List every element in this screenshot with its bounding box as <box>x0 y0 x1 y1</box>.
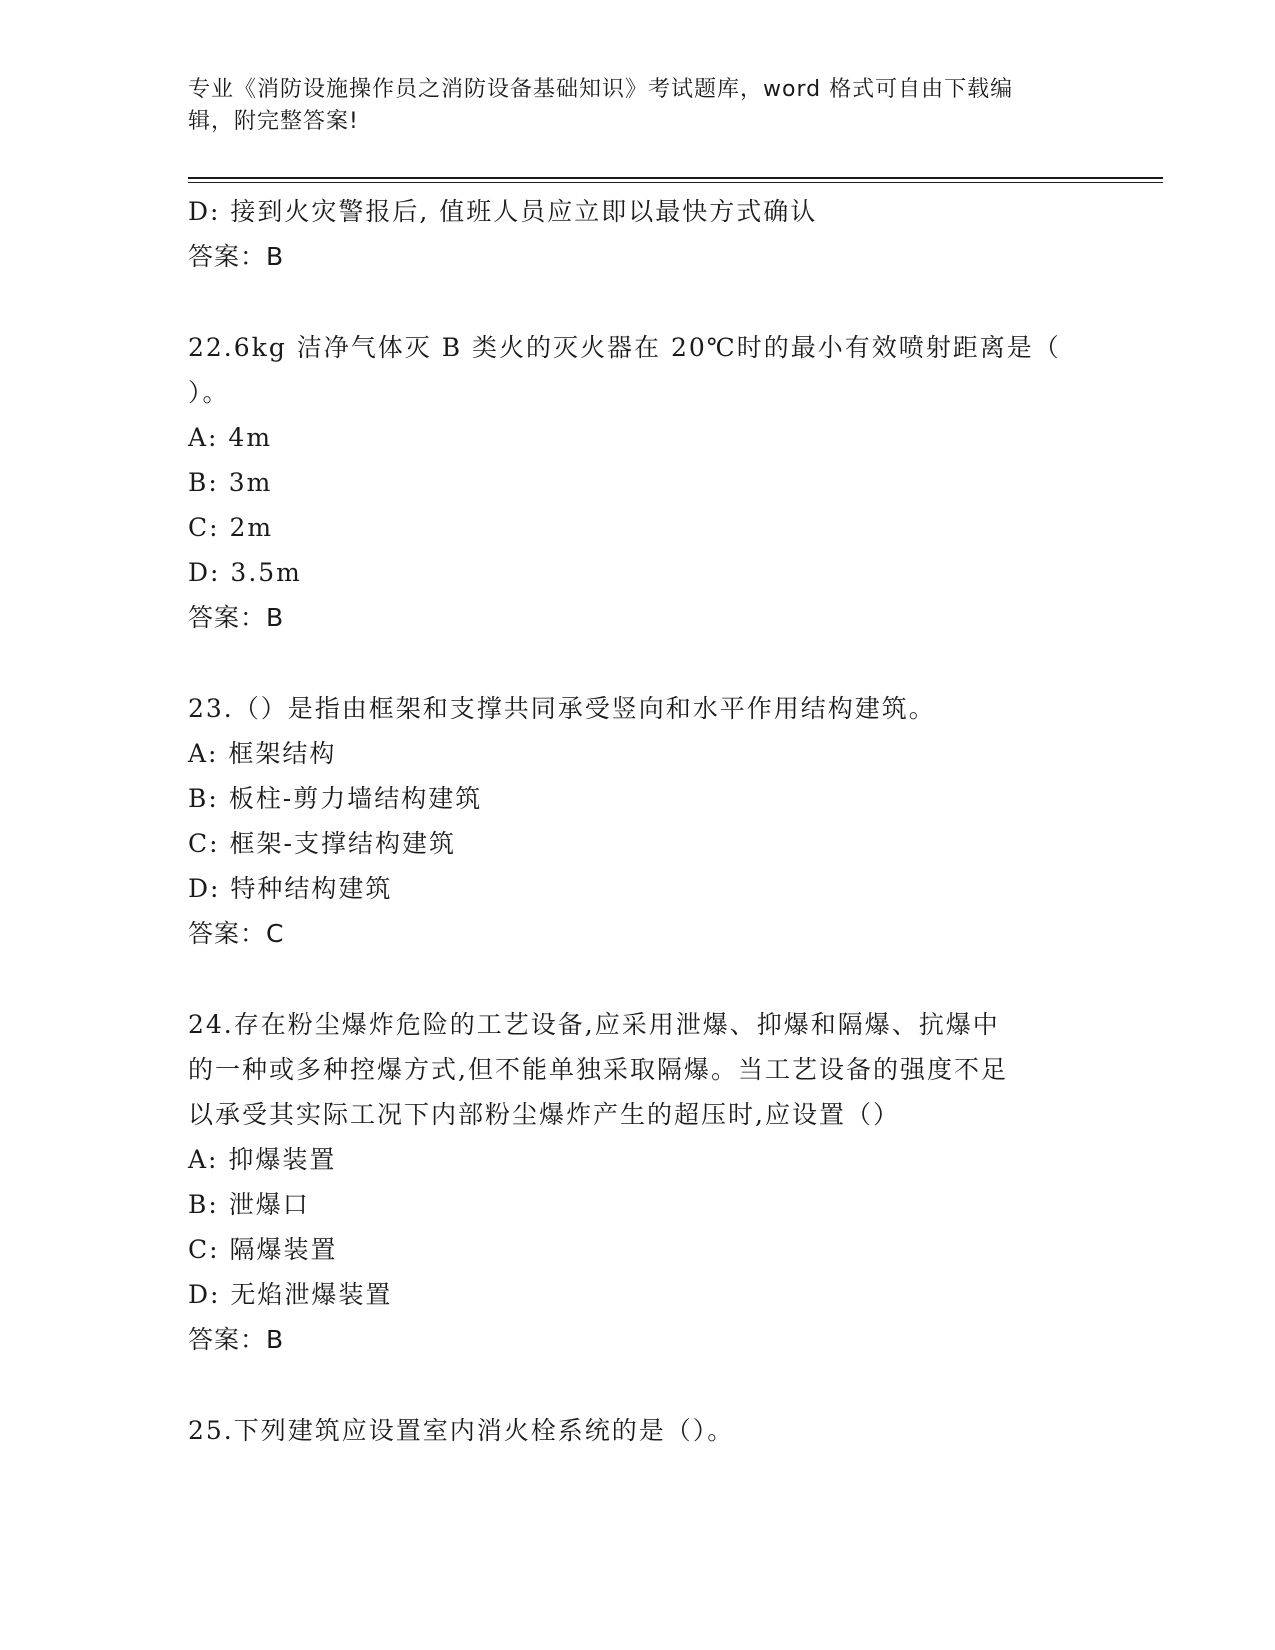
option-b: B: 泄爆口 <box>188 1190 310 1219</box>
option-c: C: 框架-支撑结构建筑 <box>188 829 456 858</box>
answer-line: 答案：B <box>188 603 285 632</box>
option-b: B: 板柱-剪力墙结构建筑 <box>188 784 483 813</box>
question-text-line-1: 23.（）是指由框架和支撑共同承受竖向和水平作用结构建筑。 <box>188 694 936 723</box>
question-block-23 <box>188 686 1088 957</box>
option-d: D: 无焰泄爆装置 <box>188 1280 393 1309</box>
header-divider-thin <box>188 182 1163 183</box>
question-text-line-1: 24.存在粉尘爆炸危险的工艺设备,应采用泄爆、抑爆和隔爆、抗爆中 <box>188 1010 1000 1039</box>
question-text-line-2: 的一种或多种控爆方式,但不能单独采取隔爆。当工艺设备的强度不足 <box>188 1055 1008 1084</box>
option-b: B: 3m <box>188 468 273 497</box>
question-text-line-1: 25.下列建筑应设置室内消火栓系统的是（）。 <box>188 1416 735 1445</box>
option-c: C: 隔爆装置 <box>188 1235 338 1264</box>
header-divider-thick <box>188 177 1163 179</box>
document-header <box>188 74 1068 138</box>
question-block-21 <box>188 189 1088 280</box>
option-a: A: 抑爆装置 <box>188 1145 337 1174</box>
answer-line: 答案：C <box>188 919 285 948</box>
option-d: D: 特种结构建筑 <box>188 874 393 903</box>
header-line-1: 专业《消防设施操作员之消防设备基础知识》考试题库，word 格式可自由下载编 <box>188 77 1014 102</box>
question-block-25 <box>188 1408 1088 1453</box>
question-list <box>188 189 1088 1453</box>
question-text-line-3: 以承受其实际工况下内部粉尘爆炸产生的超压时,应设置（） <box>188 1100 900 1129</box>
answer-line: 答案：B <box>188 1325 285 1354</box>
question-text-line-2: ）。 <box>188 378 230 407</box>
question-block-22 <box>188 325 1088 641</box>
answer-line: 答案：B <box>188 242 285 271</box>
question-text-line-1: 22.6kg 洁净气体灭 B 类火的灭火器在 20℃时的最小有效喷射距离是（ <box>188 333 1061 362</box>
question-block-24 <box>188 1002 1088 1363</box>
option-a: A: 4m <box>188 423 273 452</box>
option-c: C: 2m <box>188 513 274 542</box>
option-d: D: 3.5m <box>188 558 302 587</box>
header-line-2: 辑，附完整答案! <box>188 109 359 134</box>
option-d: D: 接到火灾警报后, 值班人员应立即以最快方式确认 <box>188 197 818 226</box>
option-a: A: 框架结构 <box>188 739 337 768</box>
